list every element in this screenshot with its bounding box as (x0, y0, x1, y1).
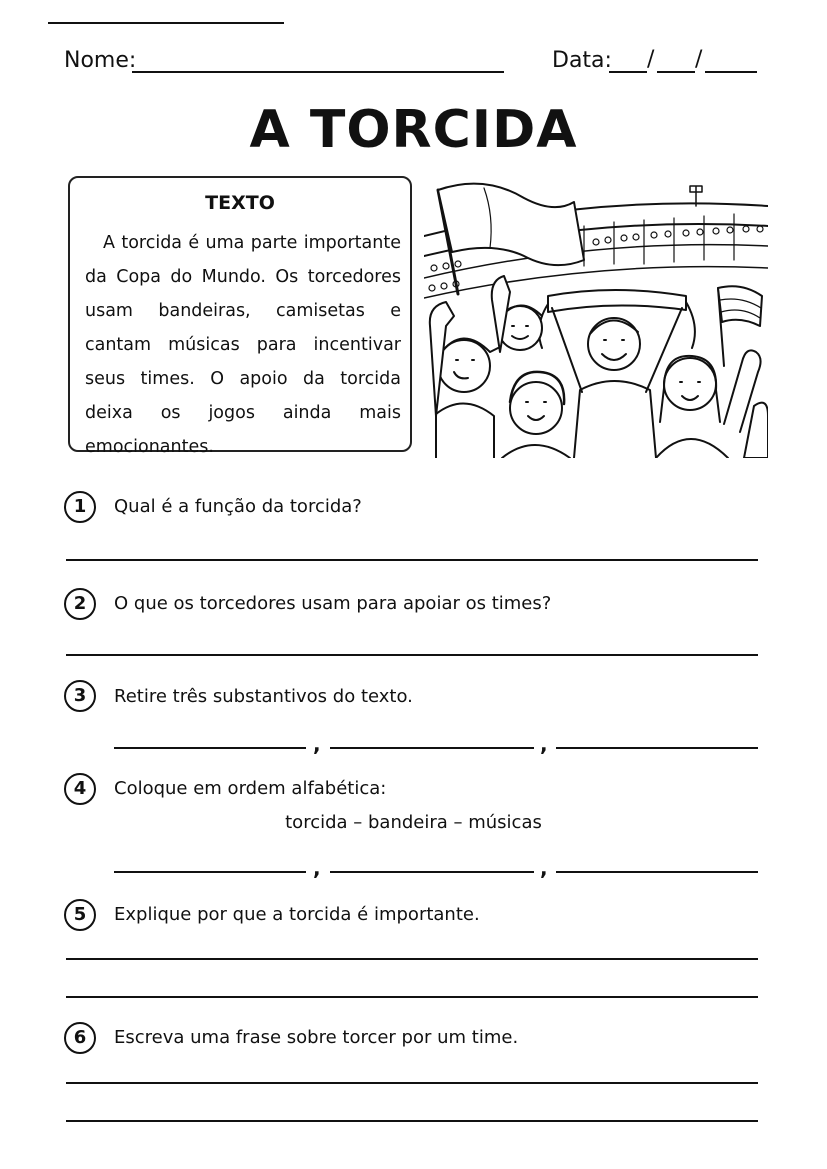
question-text-1: Qual é a função da torcida? (114, 496, 362, 517)
question-number-6: 6 (64, 1022, 96, 1054)
question-number-1: 1 (64, 491, 96, 523)
question-text-2: O que os torcedores usam para apoiar os times? (114, 593, 552, 614)
date-label: Data: (552, 48, 612, 73)
date-month-line[interactable] (657, 71, 695, 73)
question-number-4: 4 (64, 773, 96, 805)
answer-blank-3a[interactable] (114, 747, 306, 749)
answer-blank-4b[interactable] (330, 871, 534, 873)
question-number-2: 2 (64, 588, 96, 620)
crowd-illustration (424, 176, 768, 458)
reading-text-box (68, 176, 412, 457)
question-text-6: Escreva uma frase sobre torcer por um time. (114, 1027, 519, 1048)
answer-line-2[interactable] (66, 654, 758, 656)
page-title: A TORCIDA (249, 100, 578, 160)
question-text-4: Coloque em ordem alfabética: (114, 778, 387, 799)
top-corner-line (48, 22, 284, 24)
reading-text: A torcida é uma parte importante da Copa do Mundo. Os torcedores usam bandeiras, camisetas e cantam músicas para incentivar seus times. O apoio da torcida deixa os jogos ainda mais emocionantes. (85, 233, 401, 457)
date-separator: / (647, 47, 655, 72)
answer-line-5b[interactable] (66, 996, 758, 998)
comma-separator: , (313, 732, 321, 756)
answer-blank-4a[interactable] (114, 871, 306, 873)
answer-blank-3b[interactable] (330, 747, 534, 749)
question-number-5: 5 (64, 899, 96, 931)
answer-blank-3c[interactable] (556, 747, 758, 749)
answer-line-1[interactable] (66, 559, 758, 561)
words-to-order: torcida – bandeira – músicas (285, 812, 542, 833)
question-number-3: 3 (64, 680, 96, 712)
question-text-3: Retire três substantivos do texto. (114, 686, 413, 707)
answer-line-6b[interactable] (66, 1120, 758, 1122)
comma-separator: , (540, 856, 548, 880)
comma-separator: , (313, 856, 321, 880)
answer-line-5a[interactable] (66, 958, 758, 960)
name-label: Nome: (64, 48, 137, 73)
answer-blank-4c[interactable] (556, 871, 758, 873)
date-separator: / (695, 47, 703, 72)
question-text-5: Explique por que a torcida é importante. (114, 904, 480, 925)
comma-separator: , (540, 732, 548, 756)
date-day-line[interactable] (609, 71, 647, 73)
name-answer-line[interactable] (132, 71, 504, 73)
text-box-heading: TEXTO (205, 192, 275, 214)
answer-line-6a[interactable] (66, 1082, 758, 1084)
date-year-line[interactable] (705, 71, 757, 73)
